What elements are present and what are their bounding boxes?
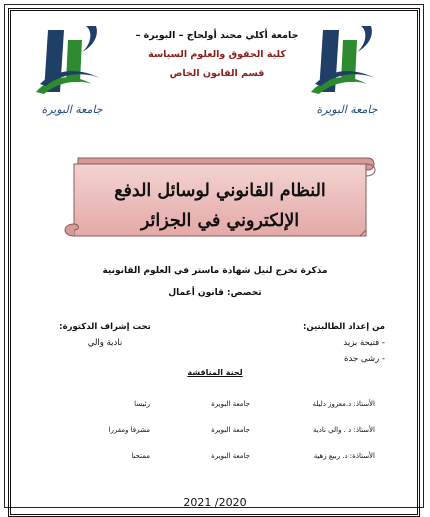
logo-emblem-icon: [305, 22, 389, 100]
university-name: جامعة أكلي محند أولحاج – البويرة –: [135, 30, 299, 41]
jury-member-row: [75, 452, 375, 460]
university-logo-right: [305, 22, 389, 116]
logo-caption: جامعة البويرة: [41, 103, 103, 116]
supervisor-name: نادية والي: [87, 338, 123, 348]
student-name: - فتيحة بزيد: [343, 338, 385, 348]
academic-year: 2021 /2020: [183, 496, 247, 509]
faculty-name: كلية الحقوق والعلوم السياسة: [148, 49, 286, 60]
jury-member-row: [75, 426, 375, 434]
supervisor-label: تحت إشراف الدكتورة:: [59, 322, 151, 332]
department-name: قسم القانون الخاص: [169, 68, 265, 79]
jury-member-institution: جامعة البويرة: [211, 400, 250, 408]
jury-member-role: رئيسا: [134, 400, 150, 408]
jury-member-name: الأستاذ: د . والي نادية: [313, 426, 375, 434]
thesis-type: مذكرة تخرج لنيل شهادة ماستر في العلوم القانونية: [102, 266, 328, 276]
students-block: [303, 319, 385, 367]
jury-member-role: مشرفا ومقررا: [108, 426, 150, 434]
institution-header: [132, 26, 302, 83]
logo-caption: جامعة البويرة: [316, 103, 378, 116]
specialty: تخصص: قانون أعمال: [168, 288, 262, 298]
thesis-title: [60, 176, 380, 236]
jury-member-row: [75, 400, 375, 408]
jury-member-institution: جامعة البويرة: [211, 426, 250, 434]
jury-member-institution: جامعة البويرة: [211, 452, 250, 460]
students-label: من إعداد الطالبتين:: [303, 322, 385, 332]
jury-member-name: الأستاذة: د. ربيع زهية: [313, 452, 375, 460]
student-name: - رشى جدة: [344, 354, 385, 364]
jury-title: لجنة المناقشة: [187, 368, 243, 377]
supervisor-block: [55, 319, 155, 351]
jury-member-name: الأستاذ: د.معزوز دليلة: [312, 400, 375, 408]
university-logo-left: [30, 22, 114, 116]
thesis-title-line2: الإلكتروني في الجزائر: [140, 211, 300, 231]
thesis-title-line1: النظام القانوني لوسائل الدفع: [114, 181, 326, 201]
jury-member-role: ممتحنا: [131, 452, 150, 460]
logo-emblem-icon: [30, 22, 114, 100]
